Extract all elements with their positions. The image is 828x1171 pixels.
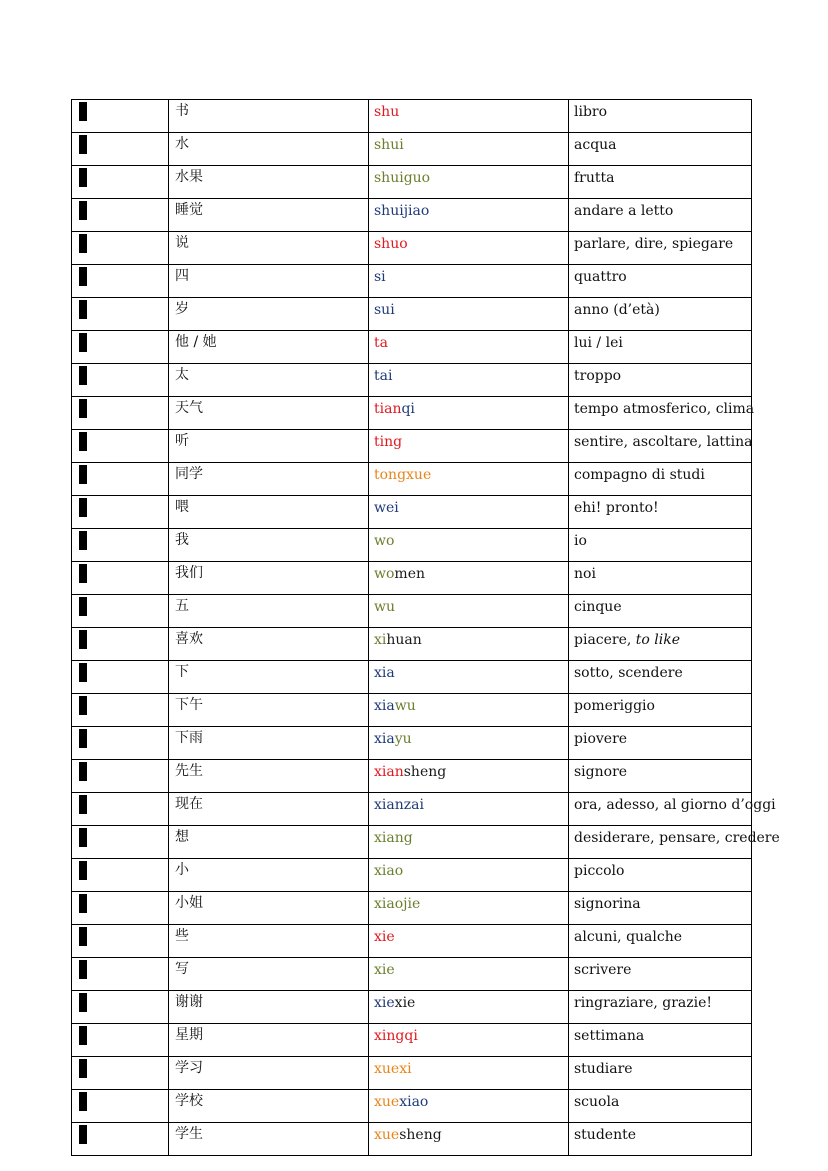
- pinyin-cell: [369, 1090, 569, 1123]
- pinyin-cell: [369, 199, 569, 232]
- translation-text: scuola: [574, 1094, 620, 1110]
- pinyin-syllable: tai: [374, 368, 393, 384]
- pinyin-syllable: yu: [394, 731, 412, 747]
- translation-cell: [569, 430, 752, 463]
- translation-cell: [569, 991, 752, 1024]
- row-marker-cell: [72, 397, 169, 430]
- table-row: [72, 496, 752, 529]
- row-marker-bar: [79, 168, 87, 187]
- row-marker-bar: [79, 597, 87, 616]
- pinyin-syllable: sheng: [403, 764, 447, 780]
- translation-cell: [569, 265, 752, 298]
- table-row: [72, 859, 752, 892]
- translation-text: tempo atmosferico, clima: [574, 401, 755, 417]
- translation-text: ehi! pronto!: [574, 500, 659, 516]
- row-marker-bar: [79, 894, 87, 913]
- row-marker-bar: [79, 102, 87, 121]
- row-marker-cell: [72, 430, 169, 463]
- row-marker-bar: [79, 234, 87, 253]
- vocabulary-table-body: [72, 100, 780, 1156]
- row-marker-cell: [72, 133, 169, 166]
- translation-text: frutta: [574, 170, 615, 186]
- row-marker-cell: [72, 595, 169, 628]
- hanzi-cell: 下雨: [169, 727, 369, 760]
- hanzi-cell: 下午: [169, 694, 369, 727]
- row-marker-bar: [79, 498, 87, 517]
- row-marker-bar: [79, 861, 87, 880]
- table-row: [72, 529, 752, 562]
- table-row: [72, 100, 752, 133]
- pinyin-cell: [369, 166, 569, 199]
- row-marker-bar: [79, 399, 87, 418]
- hanzi-cell: 些: [169, 925, 369, 958]
- hanzi-cell: 岁: [169, 298, 369, 331]
- hanzi-cell: 学习: [169, 1057, 369, 1090]
- row-marker-cell: [72, 496, 169, 529]
- table-row: [72, 133, 752, 166]
- pinyin-syllable: xie: [394, 995, 416, 1011]
- row-marker-cell: [72, 1024, 169, 1057]
- table-row: [72, 694, 752, 727]
- pinyin-syllable: huan: [386, 632, 422, 648]
- row-marker-cell: [72, 628, 169, 661]
- translation-cell: [569, 298, 752, 331]
- table-row: [72, 199, 752, 232]
- pinyin-syllable: xue: [374, 1127, 400, 1143]
- pinyin-syllable: xie: [374, 962, 395, 978]
- translation-text: acqua: [574, 137, 617, 153]
- row-marker-cell: [72, 199, 169, 232]
- translation-cell: [569, 760, 752, 793]
- table-row: [72, 364, 752, 397]
- translation-cell: [569, 133, 752, 166]
- pinyin-cell: [369, 595, 569, 628]
- pinyin-syllable: ting: [374, 434, 403, 450]
- row-marker-bar: [79, 465, 87, 484]
- row-marker-bar: [79, 795, 87, 814]
- row-marker-cell: [72, 958, 169, 991]
- translation-cell: [569, 364, 752, 397]
- row-marker-bar: [79, 201, 87, 220]
- table-row: [72, 430, 752, 463]
- pinyin-cell: [369, 100, 569, 133]
- hanzi-cell: 谢谢: [169, 991, 369, 1024]
- pinyin-cell: [369, 892, 569, 925]
- translation-text: studiare: [574, 1061, 633, 1077]
- translation-text: sotto, scendere: [574, 665, 683, 681]
- pinyin-syllable: xie: [374, 995, 395, 1011]
- table-row: [72, 661, 752, 694]
- row-marker-cell: [72, 265, 169, 298]
- table-row: [72, 463, 752, 496]
- pinyin-syllable: xiao: [374, 863, 404, 879]
- pinyin-cell: [369, 991, 569, 1024]
- row-marker-bar: [79, 564, 87, 583]
- row-marker-cell: [72, 232, 169, 265]
- translation-cell: [569, 397, 755, 430]
- translation-cell: [569, 496, 752, 529]
- pinyin-syllable: shu: [374, 104, 400, 120]
- hanzi-cell: 学生: [169, 1123, 369, 1156]
- translation-text: studente: [574, 1127, 637, 1143]
- vocabulary-table: [71, 99, 780, 1156]
- pinyin-cell: [369, 958, 569, 991]
- hanzi-cell: 下: [169, 661, 369, 694]
- translation-text: libro: [574, 104, 608, 120]
- table-row: [72, 958, 752, 991]
- pinyin-cell: [369, 430, 569, 463]
- pinyin-cell: [369, 628, 569, 661]
- translation-text: parlare, dire, spiegare: [574, 236, 734, 252]
- pinyin-cell: [369, 859, 569, 892]
- pinyin-syllable: xie: [374, 929, 395, 945]
- table-row: [72, 1123, 752, 1156]
- pinyin-cell: [369, 727, 569, 760]
- pinyin-cell: [369, 364, 569, 397]
- pinyin-cell: [369, 397, 569, 430]
- translation-cell: [569, 199, 752, 232]
- row-marker-bar: [79, 333, 87, 352]
- row-marker-bar: [79, 927, 87, 946]
- pinyin-syllable: xingqi: [374, 1028, 418, 1044]
- hanzi-cell: 太: [169, 364, 369, 397]
- row-marker-cell: [72, 727, 169, 760]
- pinyin-cell: [369, 1123, 569, 1156]
- translation-cell: [569, 859, 752, 892]
- translation-cell: [569, 727, 752, 760]
- table-row: [72, 991, 752, 1024]
- pinyin-syllable: xiang: [374, 830, 413, 846]
- row-marker-cell: [72, 793, 169, 826]
- row-marker-cell: [72, 1057, 169, 1090]
- pinyin-syllable: shuo: [374, 236, 408, 252]
- pinyin-syllable: xianzai: [374, 797, 424, 813]
- translation-cell: [569, 463, 752, 496]
- pinyin-cell: [369, 529, 569, 562]
- table-row: [72, 760, 752, 793]
- pinyin-syllable: men: [394, 566, 425, 582]
- hanzi-cell: 同学: [169, 463, 369, 496]
- pinyin-cell: [369, 694, 569, 727]
- pinyin-cell: [369, 496, 569, 529]
- pinyin-syllable: shuiguo: [374, 170, 431, 186]
- hanzi-cell: 先生: [169, 760, 369, 793]
- pinyin-syllable: shuijiao: [374, 203, 430, 219]
- pinyin-syllable: wo: [374, 566, 395, 582]
- table-row: [72, 793, 752, 826]
- row-marker-bar: [79, 531, 87, 550]
- table-row: [72, 166, 752, 199]
- row-marker-cell: [72, 760, 169, 793]
- table-row: [72, 892, 752, 925]
- translation-text: cinque: [574, 599, 622, 615]
- row-marker-bar: [79, 663, 87, 682]
- pinyin-syllable: xiaojie: [374, 896, 421, 912]
- table-row: [72, 298, 752, 331]
- row-marker-bar: [79, 828, 87, 847]
- row-marker-cell: [72, 925, 169, 958]
- hanzi-cell: 水: [169, 133, 369, 166]
- pinyin-syllable: xia: [374, 731, 395, 747]
- pinyin-syllable: xue: [374, 1094, 400, 1110]
- row-marker-cell: [72, 166, 169, 199]
- translation-cell: [569, 661, 752, 694]
- row-marker-cell: [72, 364, 169, 397]
- row-marker-cell: [72, 892, 169, 925]
- translation-text: troppo: [574, 368, 622, 384]
- pinyin-syllable: tongxue: [374, 467, 432, 483]
- pinyin-cell: [369, 826, 569, 859]
- pinyin-cell: [369, 265, 569, 298]
- pinyin-syllable: ta: [374, 335, 388, 351]
- row-marker-bar: [79, 300, 87, 319]
- translation-cell: [569, 100, 752, 133]
- translation-cell: [569, 628, 752, 661]
- row-marker-bar: [79, 1059, 87, 1078]
- hanzi-cell: 睡觉: [169, 199, 369, 232]
- row-marker-cell: [72, 562, 169, 595]
- row-marker-bar: [79, 1026, 87, 1045]
- translation-cell: [569, 826, 780, 859]
- row-marker-bar: [79, 432, 87, 451]
- pinyin-syllable: wu: [394, 698, 416, 714]
- pinyin-syllable: xiao: [399, 1094, 429, 1110]
- table-row: [72, 265, 752, 298]
- translation-text: quattro: [574, 269, 627, 285]
- translation-cell: [569, 562, 752, 595]
- translation-cell: [569, 793, 776, 826]
- translation-text: signore: [574, 764, 628, 780]
- row-marker-bar: [79, 366, 87, 385]
- translation-text: alcuni, qualche: [574, 929, 683, 945]
- row-marker-bar: [79, 729, 87, 748]
- translation-text: signorina: [574, 896, 641, 912]
- row-marker-bar: [79, 1125, 87, 1144]
- row-marker-bar: [79, 960, 87, 979]
- row-marker-cell: [72, 1090, 169, 1123]
- pinyin-syllable: wu: [374, 599, 395, 615]
- table-row: [72, 826, 752, 859]
- translation-text: andare a letto: [574, 203, 674, 219]
- translation-text: noi: [574, 566, 596, 582]
- hanzi-cell: 我们: [169, 562, 369, 595]
- hanzi-cell: 想: [169, 826, 369, 859]
- hanzi-cell: 喜欢: [169, 628, 369, 661]
- table-row: [72, 628, 752, 661]
- pinyin-syllable: tian: [374, 401, 402, 417]
- row-marker-bar: [79, 1092, 87, 1111]
- pinyin-syllable: xian: [374, 764, 404, 780]
- translation-cell: [569, 1123, 752, 1156]
- translation-text: anno (d’età): [574, 302, 660, 318]
- row-marker-bar: [79, 993, 87, 1012]
- hanzi-cell: 听: [169, 430, 369, 463]
- translation-text: settimana: [574, 1028, 645, 1044]
- pinyin-cell: [369, 298, 569, 331]
- translation-text: sentire, ascoltare, lattina: [574, 434, 753, 450]
- pinyin-cell: [369, 133, 569, 166]
- pinyin-cell: [369, 760, 569, 793]
- translation-cell: [569, 529, 752, 562]
- pinyin-syllable: sheng: [399, 1127, 442, 1143]
- pinyin-cell: [369, 562, 569, 595]
- hanzi-cell: 五: [169, 595, 369, 628]
- translation-text: piovere: [574, 731, 628, 747]
- pinyin-syllable: qi: [401, 401, 415, 417]
- row-marker-cell: [72, 463, 169, 496]
- row-marker-bar: [79, 135, 87, 154]
- pinyin-cell: [369, 1024, 569, 1057]
- pinyin-cell: [369, 1057, 569, 1090]
- hanzi-cell: 书: [169, 100, 369, 133]
- translation-cell: [569, 958, 752, 991]
- row-marker-bar: [79, 267, 87, 286]
- table-row: [72, 727, 752, 760]
- translation-cell: [569, 595, 752, 628]
- pinyin-syllable: xia: [374, 665, 395, 681]
- row-marker-bar: [79, 630, 87, 649]
- translation-text: ora, adesso, al giorno d’oggi: [574, 797, 776, 813]
- table-row: [72, 1090, 752, 1123]
- pinyin-syllable: shui: [374, 137, 404, 153]
- translation-cell: [569, 1024, 752, 1057]
- row-marker-cell: [72, 298, 169, 331]
- translation-text: compagno di studi: [574, 467, 705, 483]
- translation-cell: [569, 694, 752, 727]
- row-marker-bar: [79, 762, 87, 781]
- table-row: [72, 595, 752, 628]
- row-marker-bar: [79, 696, 87, 715]
- translation-cell: [569, 331, 752, 364]
- pinyin-cell: [369, 793, 569, 826]
- row-marker-cell: [72, 1123, 169, 1156]
- translation-cell: [569, 892, 752, 925]
- pinyin-cell: [369, 661, 569, 694]
- translation-text: to like: [635, 632, 681, 648]
- hanzi-cell: 说: [169, 232, 369, 265]
- translation-text: piccolo: [574, 863, 625, 879]
- hanzi-cell: 小: [169, 859, 369, 892]
- row-marker-cell: [72, 331, 169, 364]
- table-row: [72, 1057, 752, 1090]
- hanzi-cell: 喂: [169, 496, 369, 529]
- translation-text: ringraziare, grazie!: [574, 995, 713, 1011]
- translation-cell: [569, 1090, 752, 1123]
- row-marker-cell: [72, 100, 169, 133]
- table-row: [72, 925, 752, 958]
- pinyin-syllable: wo: [374, 533, 395, 549]
- table-row: [72, 397, 752, 430]
- pinyin-cell: [369, 232, 569, 265]
- row-marker-cell: [72, 859, 169, 892]
- pinyin-syllable: wei: [374, 500, 399, 516]
- pinyin-syllable: xuexi: [374, 1061, 412, 1077]
- translation-text: desiderare, pensare, credere: [574, 830, 780, 846]
- table-row: [72, 1024, 752, 1057]
- hanzi-cell: 水果: [169, 166, 369, 199]
- hanzi-cell: 我: [169, 529, 369, 562]
- translation-cell: [569, 166, 752, 199]
- hanzi-cell: 现在: [169, 793, 369, 826]
- pinyin-syllable: xi: [374, 632, 387, 648]
- pinyin-cell: [369, 925, 569, 958]
- translation-text: pomeriggio: [574, 698, 655, 714]
- translation-cell: [569, 232, 752, 265]
- hanzi-cell: 小姐: [169, 892, 369, 925]
- table-row: [72, 562, 752, 595]
- translation-text: io: [574, 533, 587, 549]
- pinyin-syllable: sui: [374, 302, 395, 318]
- pinyin-cell: [369, 331, 569, 364]
- table-row: [72, 331, 752, 364]
- pinyin-syllable: si: [374, 269, 386, 285]
- translation-text: lui / lei: [574, 335, 623, 351]
- hanzi-cell: 他 / 她: [169, 331, 369, 364]
- row-marker-cell: [72, 694, 169, 727]
- translation-cell: [569, 1057, 752, 1090]
- pinyin-syllable: xia: [374, 698, 395, 714]
- hanzi-cell: 学校: [169, 1090, 369, 1123]
- translation-text: piacere,: [574, 632, 636, 648]
- hanzi-cell: 四: [169, 265, 369, 298]
- row-marker-cell: [72, 529, 169, 562]
- hanzi-cell: 写: [169, 958, 369, 991]
- hanzi-cell: 星期: [169, 1024, 369, 1057]
- row-marker-cell: [72, 991, 169, 1024]
- hanzi-cell: 天气: [169, 397, 369, 430]
- translation-text: scrivere: [574, 962, 632, 978]
- translation-cell: [569, 925, 752, 958]
- table-row: [72, 232, 752, 265]
- row-marker-cell: [72, 826, 169, 859]
- row-marker-cell: [72, 661, 169, 694]
- pinyin-cell: [369, 463, 569, 496]
